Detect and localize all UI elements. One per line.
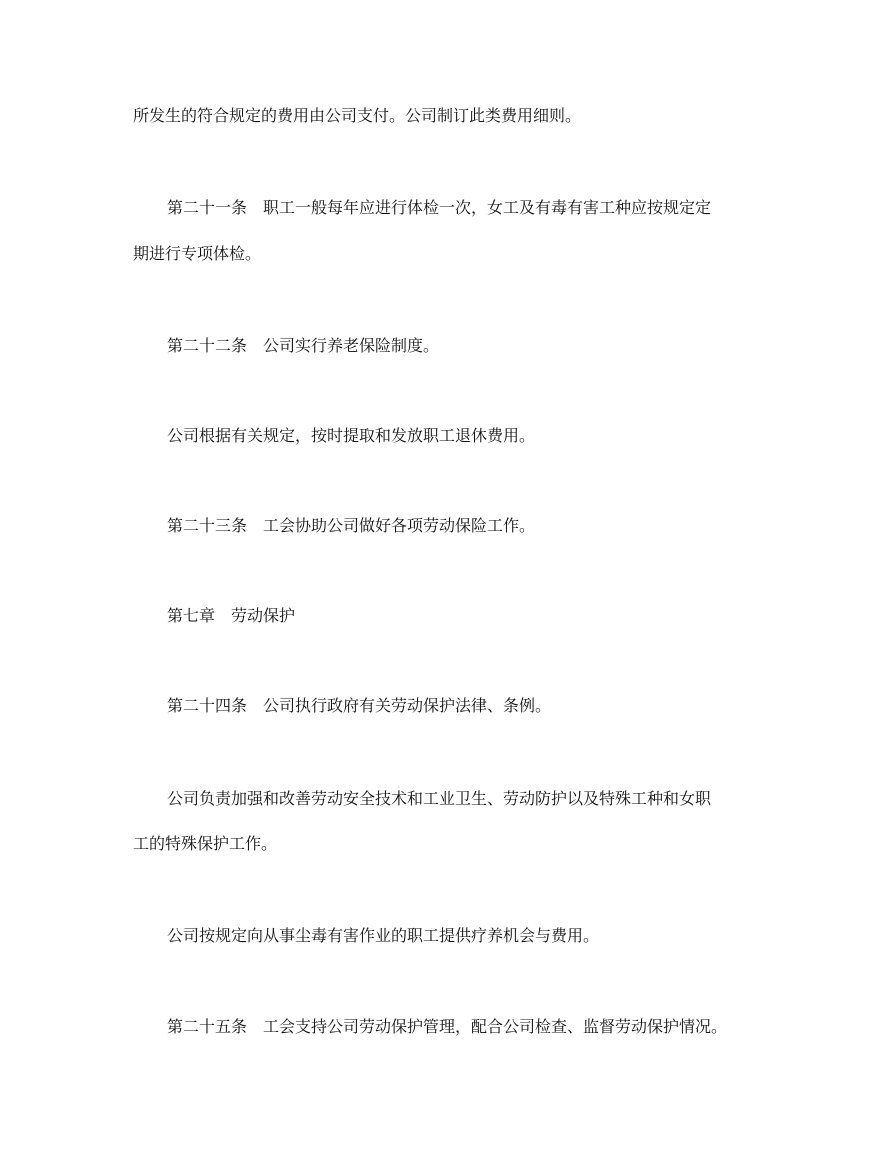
line-text: 工的特殊保护工作。	[133, 834, 278, 853]
paragraph-line	[167, 788, 711, 810]
paragraph-line	[133, 105, 581, 127]
article-label: 第二十三条	[167, 516, 248, 535]
line-text: 公司执行政府有关劳动保护法律、条例。	[263, 696, 552, 715]
line-text: 所发生的符合规定的费用由公司支付。公司制订此类费用细则。	[133, 106, 582, 125]
article-21-heading-line	[167, 197, 711, 219]
article-label: 第二十四条	[167, 696, 248, 715]
line-text: 公司按规定向从事尘毒有害作业的职工提供疗养机会与费用。	[167, 926, 600, 945]
chapter-7-heading-line	[167, 605, 295, 627]
article-label: 第二十二条	[167, 336, 248, 355]
article-label: 第二十一条	[167, 198, 248, 217]
paragraph-line	[167, 425, 535, 447]
article-24-heading-line	[167, 695, 551, 717]
article-23-heading-line	[167, 515, 535, 537]
line-text: 期进行专项体检。	[133, 244, 262, 263]
article-22-heading-line	[167, 335, 439, 357]
article-25-heading-line	[167, 1016, 727, 1038]
line-text: 公司实行养老保险制度。	[263, 336, 440, 355]
paragraph-line	[167, 925, 599, 947]
line-text: 公司根据有关规定，按时提取和发放职工退休费用。	[167, 426, 536, 445]
paragraph-line	[133, 243, 261, 265]
line-text: 公司负责加强和改善劳动安全技术和工业卫生、劳动防护以及特殊工种和女职	[167, 789, 712, 808]
chapter-label: 第七章	[167, 606, 216, 625]
line-text: 工会协助公司做好各项劳动保险工作。	[263, 516, 536, 535]
line-text: 劳动保护	[231, 606, 296, 625]
line-text: 职工一般每年应进行体检一次，女工及有毒有害工种应按规定定	[263, 198, 712, 217]
article-label: 第二十五条	[167, 1017, 248, 1036]
paragraph-line	[133, 833, 277, 855]
line-text: 工会支持公司劳动保护管理，配合公司检查、监督劳动保护情况。	[263, 1017, 728, 1036]
